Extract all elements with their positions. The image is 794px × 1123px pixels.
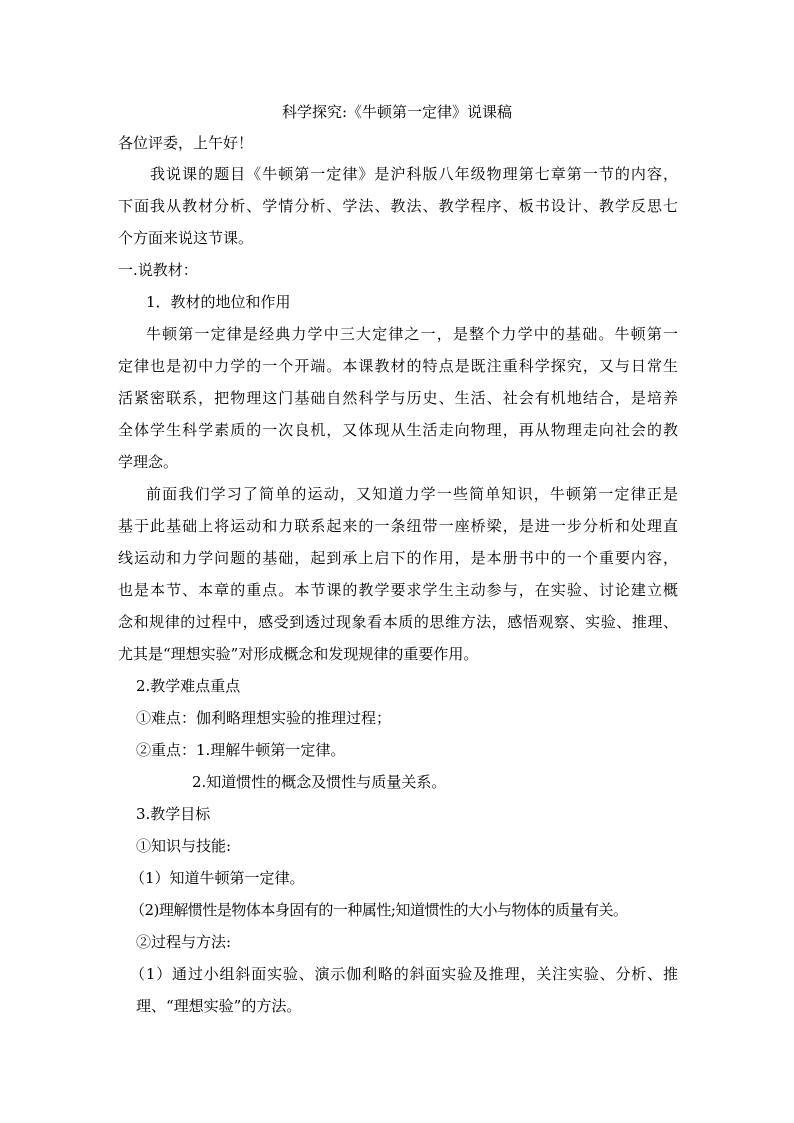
goal-process-heading: ②过程与方法: xyxy=(136,933,232,951)
para1-line-4: 全体学生科学素质的一次良机，又体现从生活走向物理，再从物理走向社会的教 xyxy=(118,421,678,439)
intro-line-3: 个方面来说这节课。 xyxy=(118,229,254,247)
subheading-teaching-goals: 3.教学目标 xyxy=(136,805,211,823)
goal-knowledge-heading: ①知识与技能: xyxy=(136,837,232,855)
goal-process-item-1-line-1: （1）通过小组斜面实验、演示伽利略的斜面实验及推理，关注实验、分析、推 xyxy=(130,965,678,983)
greeting-line: 各位评委，上午好！ xyxy=(118,134,254,152)
key-point-line-2: 2.知道惯性的概念及惯性与质量关系。 xyxy=(192,773,447,791)
para1-line-5: 学理念。 xyxy=(118,453,179,471)
subheading-status-and-role: 1．教材的地位和作用 xyxy=(146,293,291,311)
intro-line-1: 我说课的题目《牛顿第一定律》是沪科版八年级物理第七章第一节的内容， xyxy=(150,165,678,183)
section-heading-textbook: 一.说教材： xyxy=(118,261,198,279)
para2-line-4: 也是本节、本章的重点。本节课的教学要求学生主动参与，在实验、讨论建立概 xyxy=(118,581,678,599)
difficulty-line: ①难点：伽利略理想实验的推理过程； xyxy=(136,709,392,727)
para1-line-3: 活紧密联系，把物理这门基础自然科学与历史、生活、社会有机地结合，是培养 xyxy=(118,389,678,407)
intro-line-2: 下面我从教材分析、学情分析、学法、教法、教学程序、板书设计、教学反思七 xyxy=(118,197,678,215)
key-point-line-1: ②重点：1.理解牛顿第一定律。 xyxy=(136,741,346,759)
para1-line-1: 牛顿第一定律是经典力学中三大定律之一，是整个力学中的基础。牛顿第一 xyxy=(146,325,678,343)
para2-line-3: 线运动和力学问题的基础，起到承上启下的作用，是本册书中的一个重要内容， xyxy=(118,549,678,567)
subheading-difficulty-key: 2.教学难点重点 xyxy=(136,677,241,695)
document-title: 科学探究:《牛顿第一定律》说课稿 xyxy=(281,103,513,121)
para2-line-5: 念和规律的过程中，感受到透过现象看本质的思维方法，感悟观察、实验、推理、 xyxy=(118,613,678,631)
para2-line-2: 基于此基础上将运动和力联系起来的一条纽带一座桥梁，是进一步分析和处理直 xyxy=(118,517,678,535)
goal-process-item-1-line-2: 理、“理想实验”的方法。 xyxy=(136,997,302,1015)
para1-line-2: 定律也是初中力学的一个开端。本课教材的特点是既注重科学探究，又与日常生 xyxy=(118,357,678,375)
para2-line-1: 前面我们学习了简单的运动，又知道力学一些简单知识，牛顿第一定律正是 xyxy=(146,485,678,503)
goal-knowledge-item-2: （2)理解惯性是物体本身固有的一种属性;知道惯性的大小与物体的质量有关。 xyxy=(130,901,628,919)
para2-line-6: 尤其是“理想实验”对形成概念和发现规律的重要作用。 xyxy=(118,645,479,663)
goal-knowledge-item-1: （1）知道牛顿第一定律。 xyxy=(130,869,305,887)
